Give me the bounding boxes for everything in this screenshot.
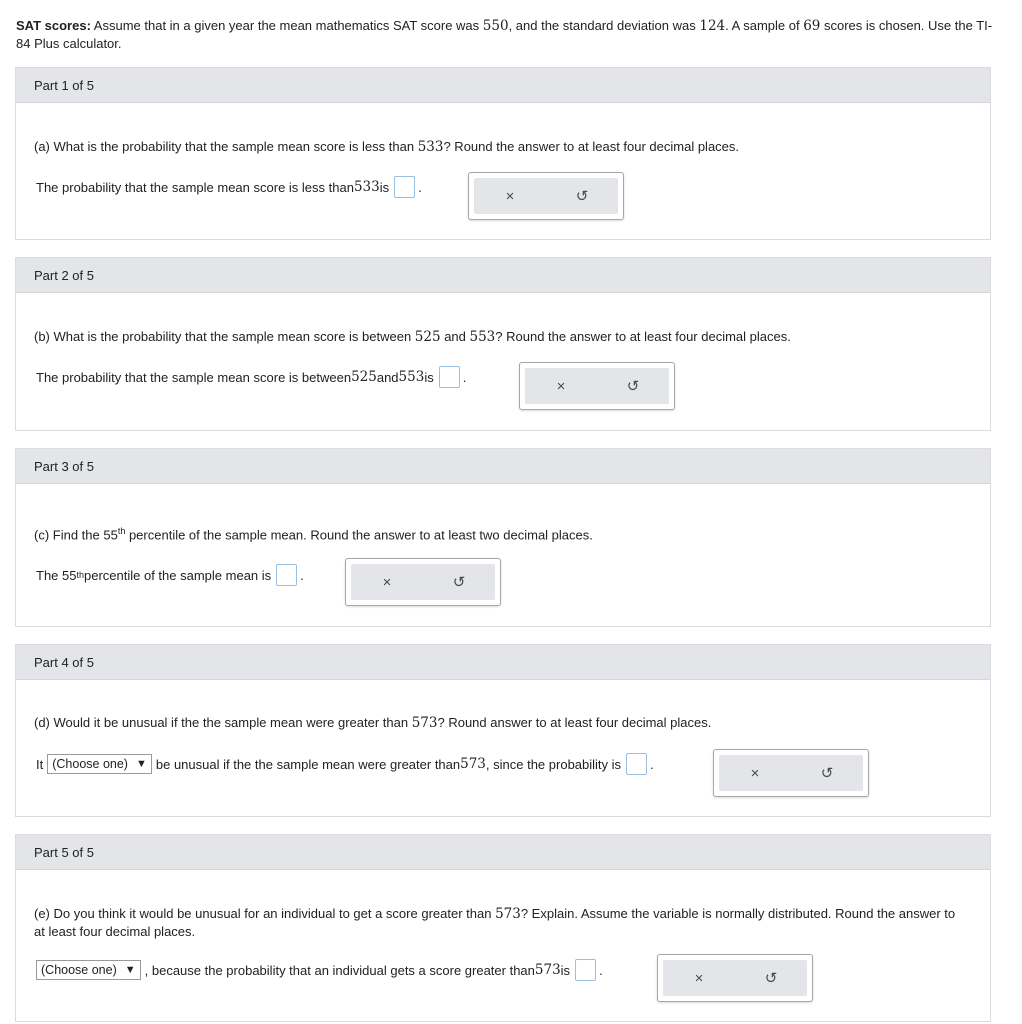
undo-arrow-icon[interactable]: ↺ [764,970,778,987]
period: . [462,369,467,385]
intro-text: , and the standard deviation was [508,18,700,33]
superscript: th [76,570,84,580]
intro-text: scores is chosen. Use the TI-84 Plus calculator. [16,18,993,51]
answer-input[interactable] [394,176,415,198]
superscript: th [117,526,126,536]
part-2 [15,257,991,431]
answer-text: The 55 [36,567,77,583]
dropdown-arrow-icon: ▼ [124,964,136,976]
question-text: ? Explain. Assume the variable is normally distributed. Round the answer to at least four decimal places. [34,906,956,939]
answer-text: and [376,369,399,385]
answer-number: 525 [351,369,377,385]
intro-mean: 550 [482,18,509,34]
question-b [34,328,791,346]
question-text: percentile of the sample mean. Round the answer to at least two decimal places. [125,527,593,543]
answer-input[interactable] [439,366,460,388]
clear-x-icon[interactable]: × [556,377,566,395]
answer-input[interactable] [575,959,596,981]
undo-arrow-icon[interactable]: ↺ [575,188,589,205]
intro-n: 69 [803,18,821,34]
question-e [34,905,964,940]
question-number: 525 [414,329,441,345]
clear-x-icon[interactable]: × [382,573,392,591]
choose-one-dropdown[interactable] [36,960,141,980]
question-number: 553 [469,329,496,345]
answer-text: be unusual if the the sample mean were greater than [155,756,461,772]
question-text: ? Round the answer to at least four decimal places. [495,329,791,344]
period: . [599,962,603,978]
intro-lead: SAT scores: [16,18,91,33]
answer-text: The probability that the sample mean score is less than [36,179,354,195]
answer-c [36,564,304,586]
part-4 [15,644,991,817]
answer-text: , because the probability that an individual gets a score greater than [144,962,535,978]
answer-toolbox [519,362,675,410]
question-text: and [440,329,470,344]
question-text: (e) Do you think it would be unusual for an individual to get a score greater than [34,906,496,921]
answer-a [36,176,422,198]
part-1 [15,67,991,240]
answer-toolbox [468,172,624,220]
answer-b [36,366,466,388]
answer-number: 573 [460,756,486,772]
question-number: 573 [411,715,438,731]
answer-number: 533 [353,179,380,195]
answer-text: is [560,962,571,978]
dropdown-label: (Choose one) [52,757,128,771]
undo-arrow-icon[interactable]: ↺ [820,765,834,782]
period: . [418,179,422,195]
intro-text: Assume that in a given year the mean mathematics SAT score was [90,18,483,33]
question-text: (a) What is the probability that the sample mean score is less than [34,139,418,154]
clear-x-icon[interactable]: × [694,969,704,987]
answer-text: , since the probability is [485,756,622,772]
answer-text: The probability that the sample mean score is between [36,369,352,385]
question-text: ? Round the answer to at least four decimal places. [443,139,740,154]
undo-arrow-icon[interactable]: ↺ [626,378,640,395]
answer-e [36,959,603,981]
undo-arrow-icon[interactable]: ↺ [452,574,466,591]
clear-x-icon[interactable]: × [750,764,760,782]
part-header: Part 1 of 5 [16,68,990,103]
question-text: (b) What is the probability that the sample mean score is between [34,329,415,344]
question-text: ? Round answer to at least four decimal places. [437,715,712,730]
answer-text: is [424,369,434,385]
answer-toolbox [713,749,869,797]
part-header: Part 2 of 5 [16,258,990,293]
choose-one-dropdown[interactable] [47,754,152,774]
answer-d [36,753,654,775]
question-number: 533 [417,139,444,155]
answer-number: 573 [534,962,561,978]
problem-intro [16,17,996,52]
question-text: (d) Would it be unusual if the the sample mean were greater than [34,715,412,730]
part-header: Part 3 of 5 [16,449,990,484]
period: . [650,756,654,772]
answer-toolbox [657,954,813,1002]
answer-number: 553 [398,369,425,385]
answer-input[interactable] [276,564,297,586]
intro-sd: 124 [699,18,726,34]
dropdown-label: (Choose one) [41,963,117,977]
question-text: (c) Find the 55 [34,527,118,543]
intro-text: . A sample of [725,18,804,33]
dropdown-arrow-icon: ▼ [135,758,147,770]
part-header: Part 5 of 5 [16,835,990,870]
answer-text: It [36,756,44,772]
part-5 [15,834,991,1022]
part-header: Part 4 of 5 [16,645,990,680]
answer-toolbox [345,558,501,606]
answer-text: percentile of the sample mean is [84,567,272,583]
question-a [34,138,739,156]
question-c [34,523,593,543]
answer-input[interactable] [626,753,647,775]
question-number: 573 [495,906,521,922]
period: . [300,567,304,583]
part-3 [15,448,991,627]
question-d [34,714,711,732]
answer-text: is [379,179,390,195]
clear-x-icon[interactable]: × [505,187,515,205]
